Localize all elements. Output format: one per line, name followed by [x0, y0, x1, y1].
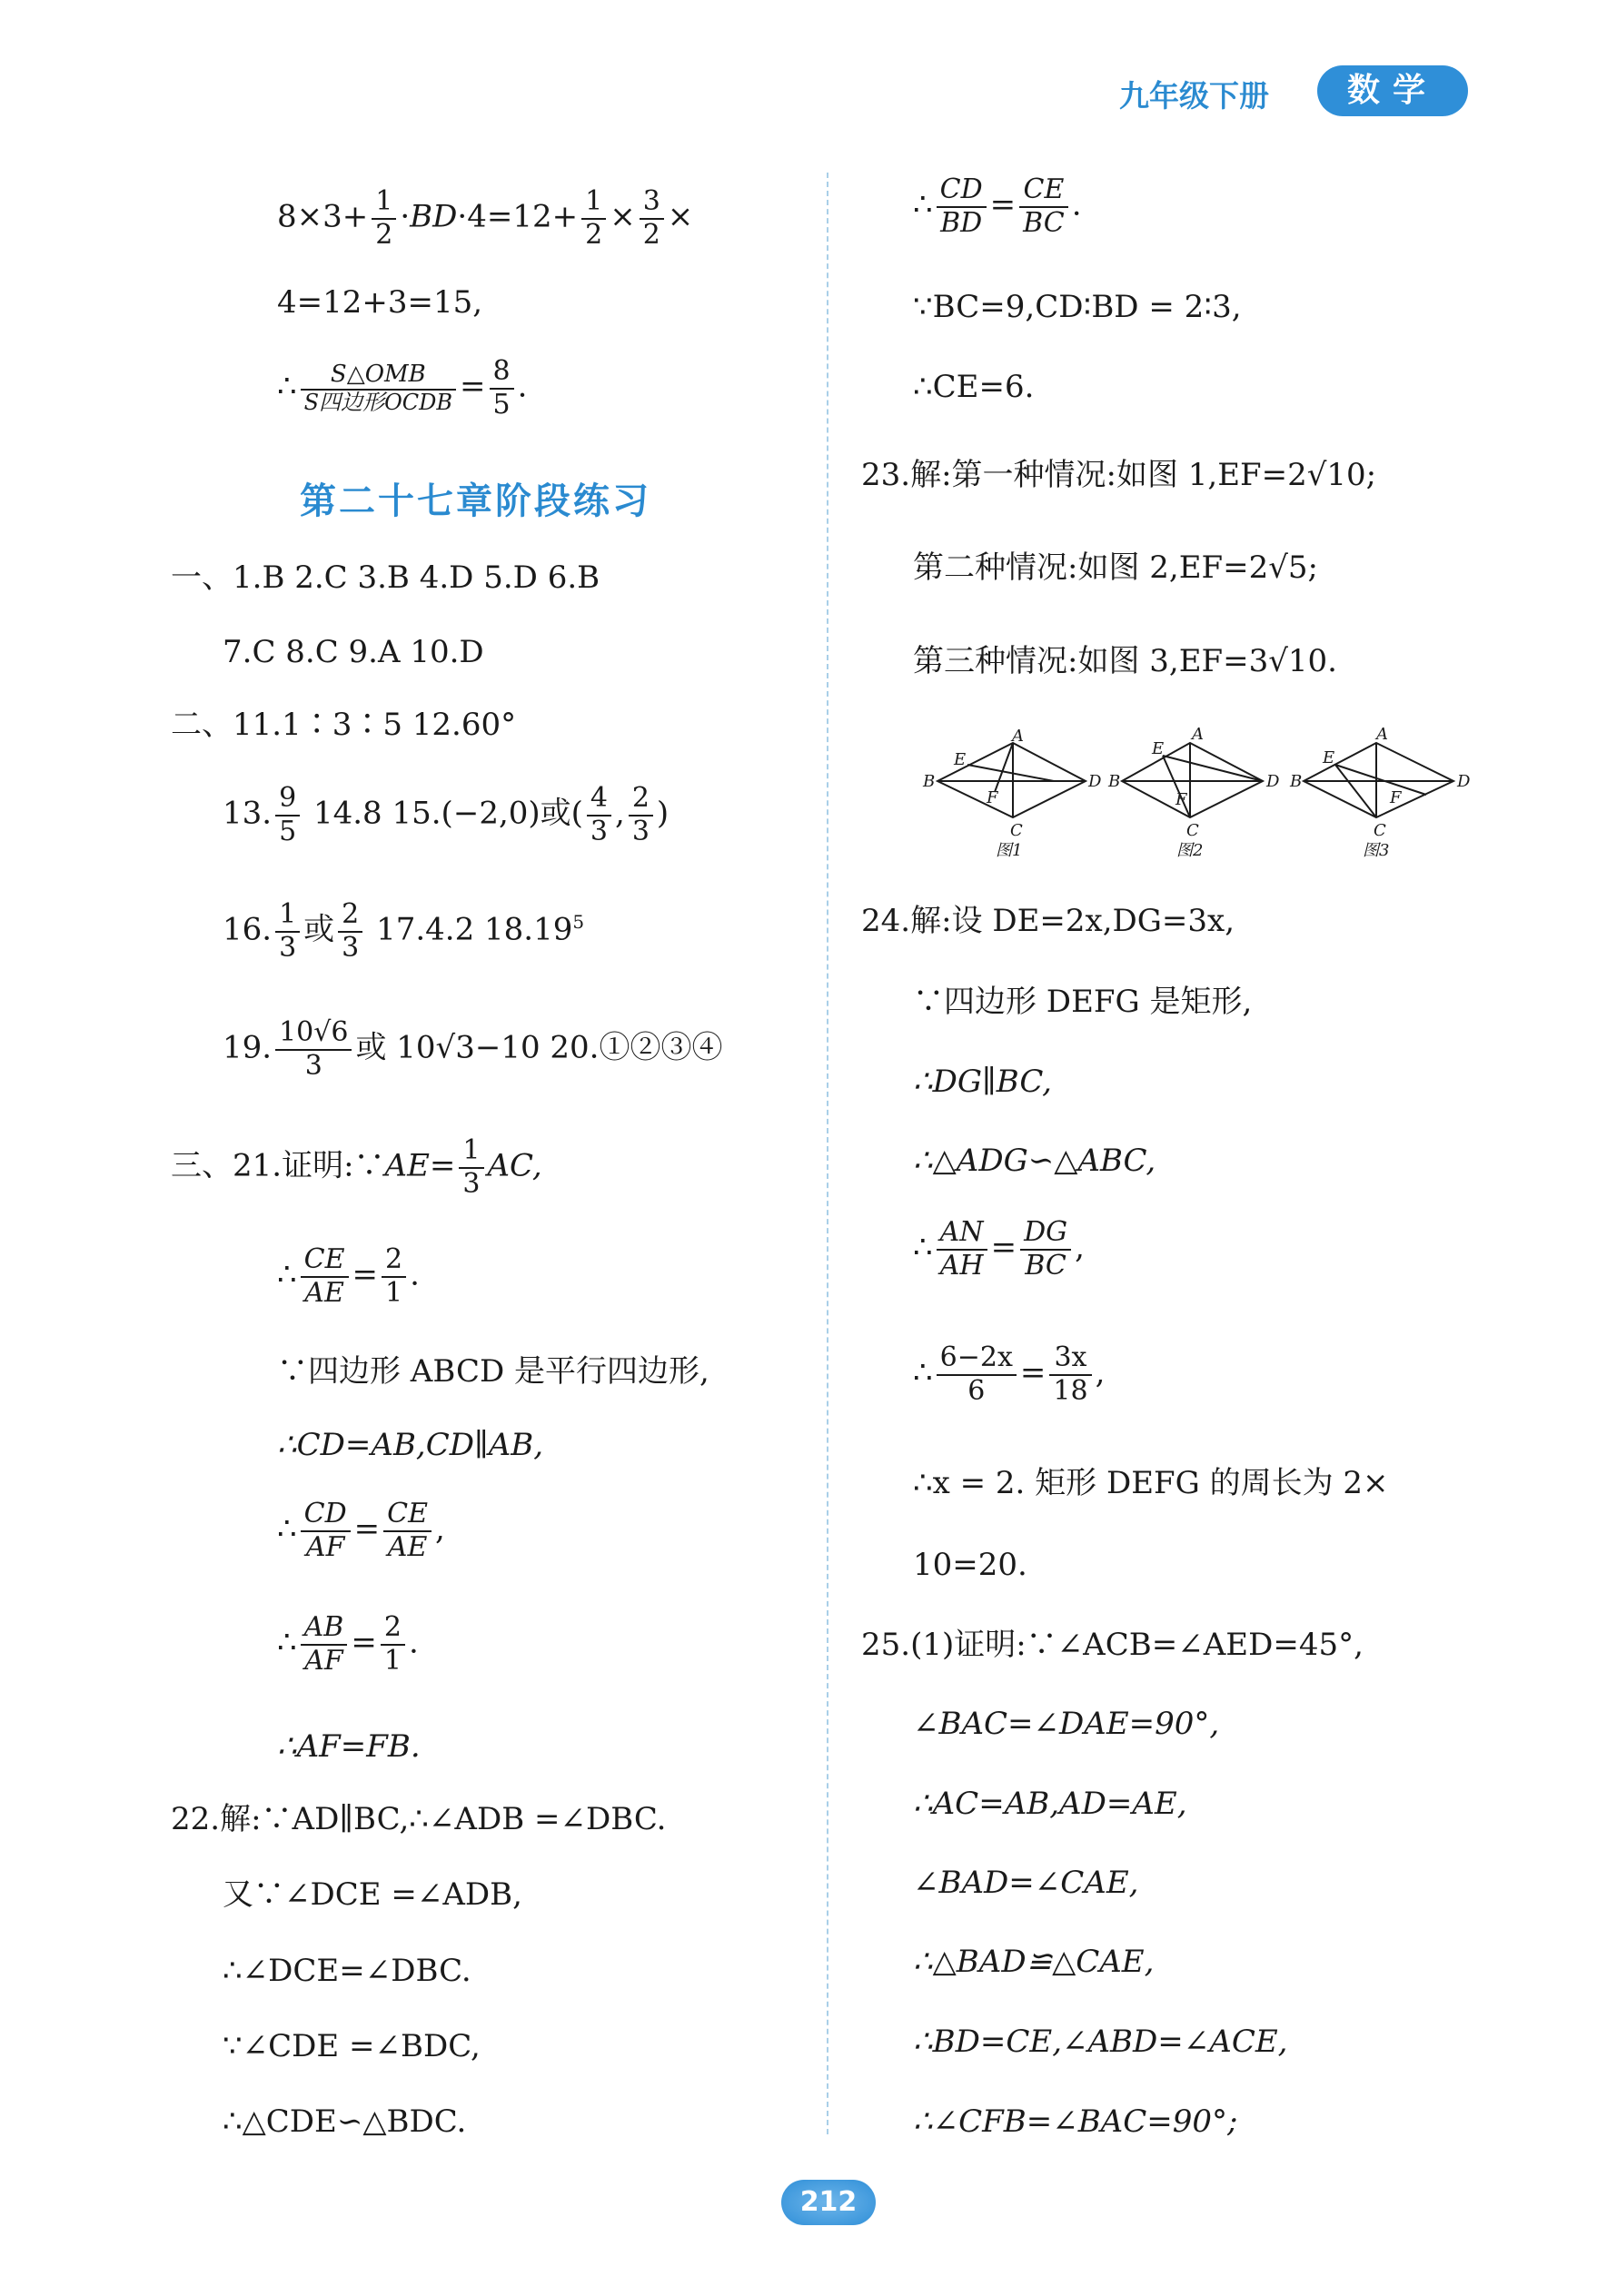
problem-23-line-3: 第三种情况:如图 3,EF=3√10.: [913, 643, 1337, 679]
svg-text:A: A: [1192, 727, 1204, 744]
problem-21-line-4: ∴CD=AB,CD∥AB,: [277, 1427, 544, 1463]
svg-text:D: D: [1266, 772, 1280, 791]
column-divider: [827, 173, 828, 2134]
mc-answers-2: 7.C 8.C 9.A 10.D: [223, 634, 484, 670]
fill-answers-2: 13. $\frac{9}{5}$ 14.8 15.(−2,0)或( $\frac{4}{3}$ , $\frac{2}{3}$ ): [223, 782, 670, 847]
problem-25-line-2: ∠BAC=∠DAE=90°,: [913, 1706, 1220, 1742]
svg-text:E: E: [954, 750, 967, 769]
svg-text:F: F: [1175, 790, 1187, 809]
problem-25-line-4: ∠BAD=∠CAE,: [913, 1865, 1139, 1901]
svg-text:B: B: [1108, 772, 1121, 791]
problem-21-line-3: ∵四边形 ABCD 是平行四边形,: [277, 1353, 709, 1390]
svg-text:E: E: [1323, 748, 1335, 767]
problem-22-line-1: 22.解:∵AD∥BC,∴∠ADB =∠DBC.: [171, 1801, 667, 1837]
problem-25-line-7: ∴∠CFB=∠BAC=90°;: [913, 2103, 1238, 2140]
figure-3-labels: [1289, 727, 1471, 860]
problem-21-line-7: ∴AF=FB.: [277, 1728, 421, 1765]
fill-answers-3: 16. $\frac{1}{3}$ 或 $\frac{2}{3}$ 17.4.2 18.19$^5$: [223, 898, 585, 964]
svg-text:A: A: [1012, 727, 1024, 746]
svg-text:D: D: [1088, 772, 1102, 791]
problem-22-line-5: ∴△CDE∽△BDC.: [223, 2103, 467, 2140]
problem-24-line-8: 10=20.: [913, 1547, 1027, 1583]
problem-23-line-1: 23.解:第一种情况:如图 1,EF=2√10;: [861, 457, 1377, 493]
problem-23-figures: [918, 727, 1481, 863]
svg-text:F: F: [987, 788, 998, 807]
mc-answers-1: 一、1.B 2.C 3.B 4.D 5.D 6.B: [171, 559, 600, 596]
problem-22-line-3: ∴∠DCE=∠DBC.: [223, 1953, 471, 1989]
fill-answers-4: 19. $\frac{10√6}{3}$ 或 10√3−10 20.①②③④: [223, 1016, 723, 1082]
problem-25-line-1: 25.(1)证明:∵∠ACB=∠AED=45°,: [861, 1627, 1364, 1663]
left-line-2: 4=12+3=15,: [277, 284, 483, 321]
problem-24-line-3: ∴DG∥BC,: [913, 1064, 1052, 1100]
problem-24-line-4: ∴△ADG∽△ABC,: [913, 1143, 1156, 1179]
figure-2: [1122, 743, 1263, 817]
problem-22-line-2: 又∵∠DCE =∠ADB,: [223, 1876, 522, 1913]
right-line-3: ∴CE=6.: [913, 369, 1035, 405]
problem-21-line-5: ∴ $\frac{CD}{AF}$ = $\frac{CE}{AE}$ ,: [277, 1498, 445, 1563]
problem-22-line-4: ∵∠CDE =∠BDC,: [223, 2028, 481, 2064]
problem-21-line-6: ∴ $\frac{AB}{AF}$ = $\frac{2}{1}$ .: [277, 1611, 419, 1677]
svg-text:C: C: [1010, 821, 1023, 840]
svg-text:A: A: [1376, 727, 1388, 744]
svg-text:D: D: [1457, 772, 1471, 791]
svg-text:B: B: [923, 772, 936, 791]
problem-24-line-6: ∴ $\frac{6-2x}{6}$ = $\frac{3x}{18}$ ,: [913, 1341, 1106, 1407]
svg-text:图1: 图1: [996, 841, 1023, 860]
right-line-2: ∵BC=9,CD∶BD = 2∶3,: [913, 289, 1242, 325]
left-line-1: 8×3+ $\frac{1}{2}$ ·BD·4=12+ $\frac{1}{2}$ × $\frac{3}{2}$ ×: [277, 185, 694, 251]
page-number: 212: [781, 2180, 876, 2225]
header-subject-badge: 数学: [1317, 65, 1468, 116]
svg-text:C: C: [1374, 821, 1386, 840]
figure-2-labels: [1107, 727, 1280, 860]
svg-text:E: E: [1152, 739, 1165, 758]
problem-25-line-5: ∴△BAD≌△CAE,: [913, 1944, 1155, 1980]
problem-21-line-2: ∴ $\frac{CE}{AE}$ = $\frac{2}{1}$ .: [277, 1243, 420, 1309]
header-grade: 九年级下册: [1119, 78, 1269, 114]
svg-text:B: B: [1290, 772, 1303, 791]
problem-25-line-3: ∴AC=AB,AD=AE,: [913, 1786, 1187, 1822]
problem-23-line-2: 第二种情况:如图 2,EF=2√5;: [913, 549, 1318, 586]
svg-text:图2: 图2: [1176, 841, 1204, 860]
section-title: 第二十七章阶段练习: [300, 480, 651, 522]
problem-25-line-6: ∴BD=CE,∠ABD=∠ACE,: [913, 2024, 1288, 2060]
problem-24-line-7: ∴x = 2. 矩形 DEFG 的周长为 2×: [913, 1465, 1389, 1501]
rhombus-figures: [918, 727, 1481, 863]
left-line-3: ∴ $\frac{\text{S△OMB}}{\text{S四边形OCDB}}$ = $\frac{8}{5}$ .: [277, 355, 528, 421]
svg-text:C: C: [1186, 821, 1199, 840]
problem-24-line-2: ∵四边形 DEFG 是矩形,: [913, 984, 1253, 1020]
right-line-1: ∴ $\frac{CD}{BD}$ = $\frac{CE}{BC}$ .: [913, 173, 1082, 239]
svg-text:图3: 图3: [1363, 841, 1390, 860]
problem-21-line-1: 三、21.证明:∵AE= $\frac{1}{3}$ AC,: [171, 1134, 542, 1200]
svg-text:F: F: [1390, 788, 1402, 807]
problem-24-line-1: 24.解:设 DE=2x,DG=3x,: [861, 903, 1235, 939]
problem-24-line-5: ∴ $\frac{AN}{AH}$ = $\frac{DG}{BC}$ ,: [913, 1216, 1085, 1282]
fill-answers-1: 二、11.1∶3∶5 12.60°: [171, 707, 517, 743]
